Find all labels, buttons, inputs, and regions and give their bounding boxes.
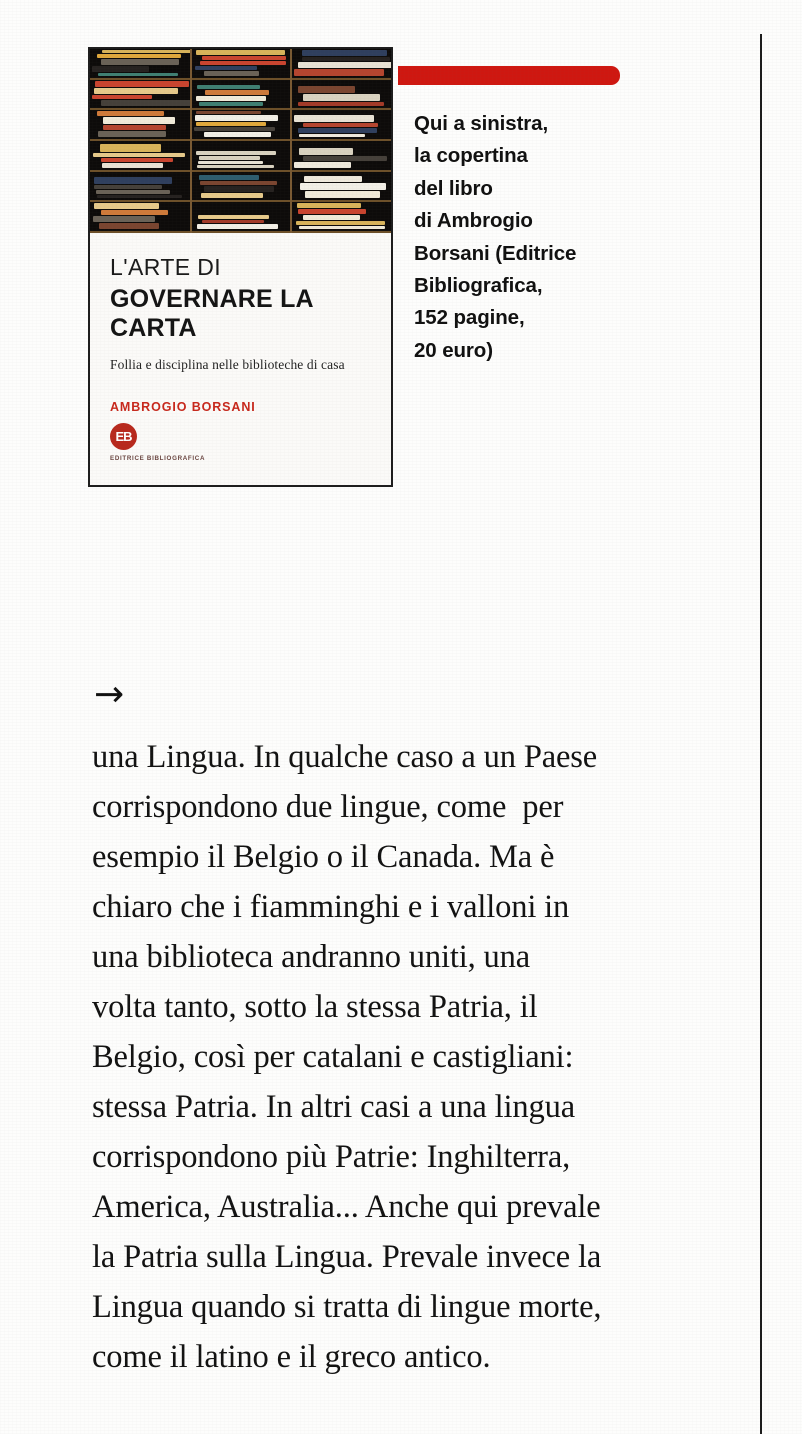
- article-line: come il latino e il greco antico.: [92, 1339, 491, 1375]
- article-line: volta tanto, sotto la stessa Patria, il: [92, 989, 538, 1025]
- book-subtitle: Follia e disciplina nelle biblioteche di casa: [110, 356, 345, 372]
- book-spine: [96, 190, 171, 194]
- book-spine: [199, 102, 264, 106]
- book-spine: [101, 59, 179, 65]
- caption-line: del libro: [414, 176, 493, 200]
- shelf-row: [292, 141, 391, 172]
- book-spine: [199, 175, 260, 180]
- article-line: esempio il Belgio o il Canada. Ma è: [92, 839, 555, 875]
- shelf-row: [90, 202, 190, 233]
- book-spine: [202, 56, 286, 60]
- book-spine: [98, 73, 178, 76]
- book-spine: [196, 96, 266, 101]
- shelf-row: [192, 49, 289, 80]
- shelf-row: [192, 110, 289, 141]
- book-spine: [294, 115, 373, 123]
- book-spine: [195, 115, 278, 121]
- book-author: AMBROGIO BORSANI: [110, 399, 256, 414]
- article-line: Lingua quando si tratta di lingue morte,: [92, 1289, 602, 1325]
- book-spine: [302, 57, 390, 61]
- book-cover-text-panel: [90, 233, 391, 485]
- book-spine: [196, 122, 266, 126]
- shelf-row: [90, 172, 190, 203]
- book-spine: [97, 195, 182, 199]
- book-spine: [196, 151, 276, 154]
- book-spine: [95, 81, 189, 88]
- book-spine: [298, 128, 377, 133]
- book-spine: [299, 226, 385, 229]
- article-line: una Lingua. In qualche caso a un Paese: [92, 739, 598, 775]
- book-spine: [197, 85, 259, 89]
- book-title-line-1: L'ARTE DI: [110, 254, 222, 280]
- book-spine: [296, 221, 385, 225]
- book-spine: [298, 62, 391, 68]
- book-spine: [294, 162, 351, 168]
- shelf-row: [192, 172, 289, 203]
- article-line: una biblioteca andranno uniti, una: [92, 939, 531, 975]
- book-spine: [303, 94, 380, 102]
- book-spine: [101, 210, 167, 216]
- book-spine: [93, 153, 185, 157]
- book-spine: [303, 156, 387, 161]
- book-spine: [99, 223, 158, 229]
- shelf-row: [90, 80, 190, 111]
- book-spine: [198, 215, 268, 220]
- book-spine: [199, 156, 259, 160]
- book-spine: [102, 50, 192, 53]
- book-spine: [98, 131, 166, 137]
- book-spine: [197, 224, 279, 229]
- shelf-row: [292, 80, 391, 111]
- book-spine: [200, 61, 287, 65]
- book-spine: [94, 88, 178, 94]
- shelf-row: [192, 80, 289, 111]
- shelf-unit: [292, 49, 391, 233]
- book-spine: [205, 90, 269, 95]
- shelf-unit: [192, 49, 291, 233]
- shelf-row: [90, 110, 190, 141]
- book-spine: [103, 125, 166, 130]
- caption-line: 152 pagine,: [414, 306, 525, 330]
- book-spine: [298, 86, 355, 93]
- shelf-row: [292, 110, 391, 141]
- caption-line: di Ambrogio: [414, 209, 533, 233]
- book-spine: [297, 203, 360, 208]
- book-spine: [298, 209, 365, 214]
- book-spine: [304, 176, 362, 182]
- bookshelf-photo: [90, 49, 391, 233]
- book-spine: [97, 111, 164, 116]
- book-spine: [202, 220, 264, 223]
- book-spine: [94, 177, 172, 184]
- caption-line: Bibliografica,: [414, 273, 543, 297]
- image-caption: [414, 108, 714, 367]
- shelf-unit: [90, 49, 192, 233]
- book-spine: [194, 127, 275, 131]
- article-line: America, Australia... Anche qui prevale: [92, 1189, 601, 1225]
- continuation-arrow-icon: →: [94, 674, 125, 715]
- article-line: corrispondono più Patrie: Inghilterra,: [92, 1139, 571, 1175]
- book-spine: [200, 181, 277, 185]
- shelf-row: [292, 202, 391, 233]
- book-spine: [196, 50, 285, 55]
- book-spine: [198, 161, 264, 164]
- book-spine: [305, 191, 381, 198]
- book-spine: [195, 66, 258, 70]
- article-line: la Patria sulla Lingua. Prevale invece la: [92, 1239, 602, 1275]
- shelf-row: [90, 49, 190, 80]
- book-spine: [299, 148, 353, 155]
- book-spine: [294, 69, 384, 76]
- book-spine: [93, 216, 155, 221]
- book-title-line-2: GOVERNARE LA CARTA: [110, 285, 313, 343]
- book-spine: [92, 66, 149, 72]
- book-spine: [300, 183, 386, 190]
- book-spine: [303, 123, 379, 127]
- book-cover-image: [88, 47, 393, 487]
- article-line: Belgio, così per catalani e castigliani:: [92, 1039, 574, 1075]
- book-spine: [299, 134, 364, 137]
- book-spine: [196, 111, 261, 114]
- book-spine: [100, 144, 161, 152]
- book-spine: [204, 186, 273, 192]
- caption-line: Qui a sinistra,: [414, 112, 549, 135]
- shelf-row: [292, 49, 391, 80]
- publisher-name: EDITRICE BIBLIOGRAFICA: [110, 455, 206, 462]
- book-spine: [102, 163, 164, 168]
- article-line: stessa Patria. In altri casi a una lingua: [92, 1089, 576, 1125]
- article-body-text: [92, 732, 744, 1382]
- publisher-block: [110, 423, 230, 462]
- caption-line: la copertina: [414, 144, 528, 168]
- article-line: chiaro che i fiamminghi e i valloni in: [92, 889, 570, 925]
- book-spine: [204, 132, 271, 137]
- book-spine: [302, 50, 387, 56]
- book-spine: [204, 71, 258, 76]
- book-spine: [101, 158, 173, 162]
- caption-line: 20 euro): [414, 338, 493, 362]
- book-spine: [92, 95, 151, 99]
- column-divider-rule: [760, 34, 762, 1434]
- book-spine: [103, 117, 176, 124]
- shelf-row: [90, 141, 190, 172]
- book-spine: [201, 193, 263, 198]
- publisher-logo-icon: EB: [110, 423, 137, 450]
- red-accent-bar: [398, 66, 620, 85]
- shelf-row: [292, 172, 391, 203]
- book-spine: [197, 165, 274, 168]
- book-spine: [303, 215, 359, 220]
- book-spine: [298, 102, 384, 106]
- article-line: corrispondono due lingue, come per: [92, 789, 564, 825]
- caption-line: Borsani (Editrice: [414, 241, 577, 265]
- book-spine: [94, 203, 158, 208]
- shelf-row: [192, 202, 289, 233]
- book-spine: [101, 100, 192, 106]
- book-spine: [97, 54, 181, 58]
- book-spine: [94, 185, 163, 189]
- shelf-row: [192, 141, 289, 172]
